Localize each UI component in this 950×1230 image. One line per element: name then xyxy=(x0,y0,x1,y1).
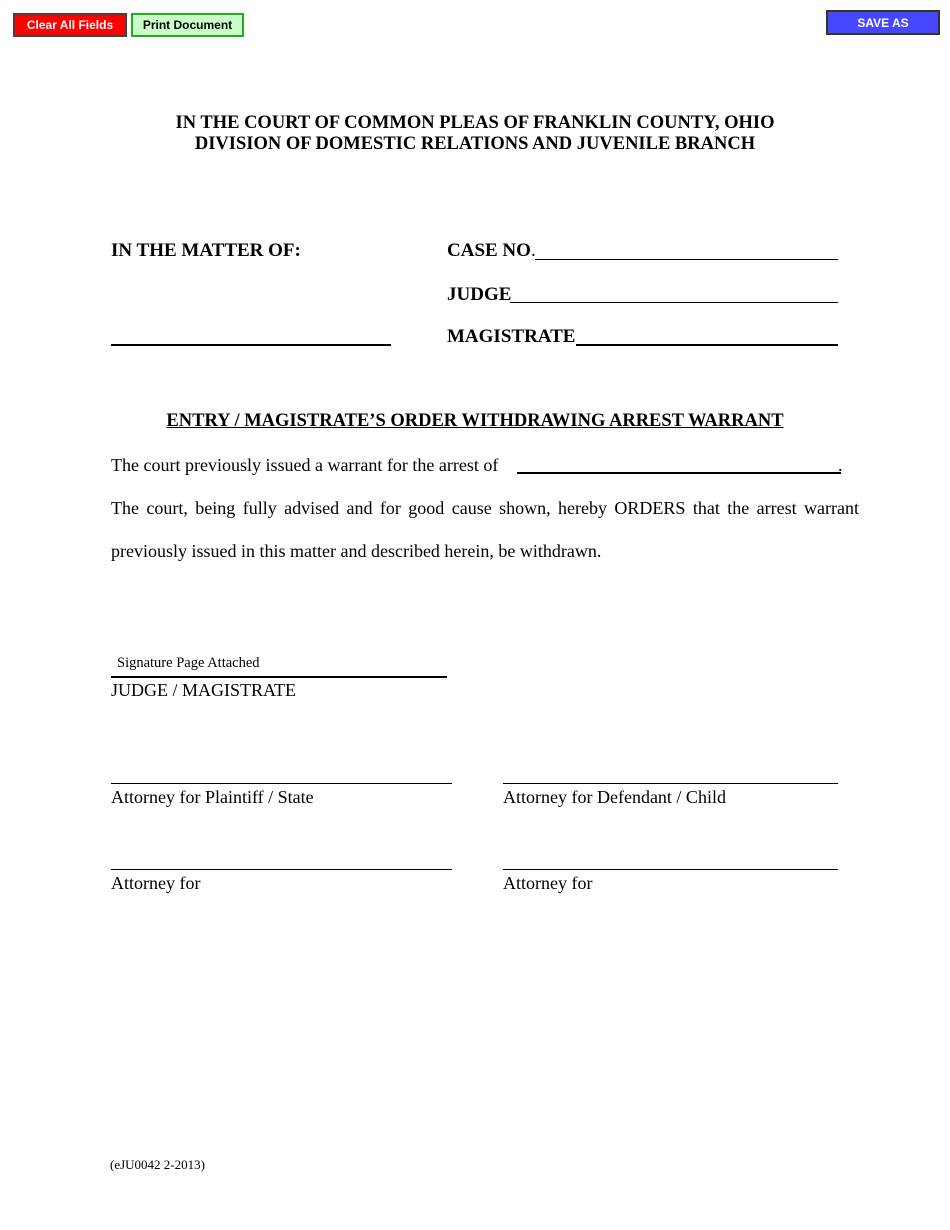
clear-all-fields-button[interactable]: Clear All Fields xyxy=(13,13,127,37)
save-as-button[interactable]: SAVE AS xyxy=(826,10,940,35)
judge-signature-line[interactable] xyxy=(111,660,447,678)
warrant-paragraph-text: The court previously issued a warrant for the arrest of xyxy=(111,455,499,475)
attorney-defendant-label: Attorney for Defendant / Child xyxy=(503,787,726,807)
order-title: ENTRY / MAGISTRATE’S ORDER WITHDRAWING ARREST WARRANT xyxy=(166,411,784,431)
print-document-button[interactable]: Print Document xyxy=(131,13,244,37)
judge-magistrate-label: JUDGE / MAGISTRATE xyxy=(111,680,297,700)
court-header-line2: DIVISION OF DOMESTIC RELATIONS AND JUVENILE BRANCH xyxy=(194,134,756,154)
attorney-for-left-signature-line[interactable] xyxy=(111,852,452,870)
case-number-field[interactable] xyxy=(535,241,838,260)
court-header-line1: IN THE COURT OF COMMON PLEAS OF FRANKLIN COUNTY, OHIO xyxy=(175,113,775,133)
case-no-label: CASE NO. xyxy=(447,240,536,261)
in-the-matter-of-label: IN THE MATTER OF: xyxy=(111,240,301,261)
form-id: (eJU0042 2-2013) xyxy=(110,1157,205,1172)
paragraph-period: . xyxy=(838,455,843,475)
attorney-for-left-label: Attorney for xyxy=(111,873,201,893)
attorney-defendant-signature-line[interactable] xyxy=(503,766,838,784)
attorney-for-right-label: Attorney for xyxy=(503,873,593,893)
judge-field[interactable] xyxy=(510,284,838,303)
matter-name-field[interactable] xyxy=(111,327,391,346)
order-paragraph-line1: The court, being fully advised and for good cause shown, hereby ORDERS that the arrest warrant xyxy=(111,498,859,518)
attorney-plaintiff-signature-line[interactable] xyxy=(111,766,452,784)
signature-page-attached-note: Signature Page Attached xyxy=(117,655,260,671)
order-paragraph-line2: previously issued in this matter and described herein, be withdrawn. xyxy=(111,541,602,561)
arrest-of-name-field[interactable] xyxy=(517,455,841,474)
magistrate-field[interactable] xyxy=(576,327,838,346)
attorney-for-right-signature-line[interactable] xyxy=(503,852,838,870)
judge-label: JUDGE xyxy=(447,284,512,305)
magistrate-label: MAGISTRATE xyxy=(447,326,576,347)
attorney-plaintiff-label: Attorney for Plaintiff / State xyxy=(111,787,314,807)
